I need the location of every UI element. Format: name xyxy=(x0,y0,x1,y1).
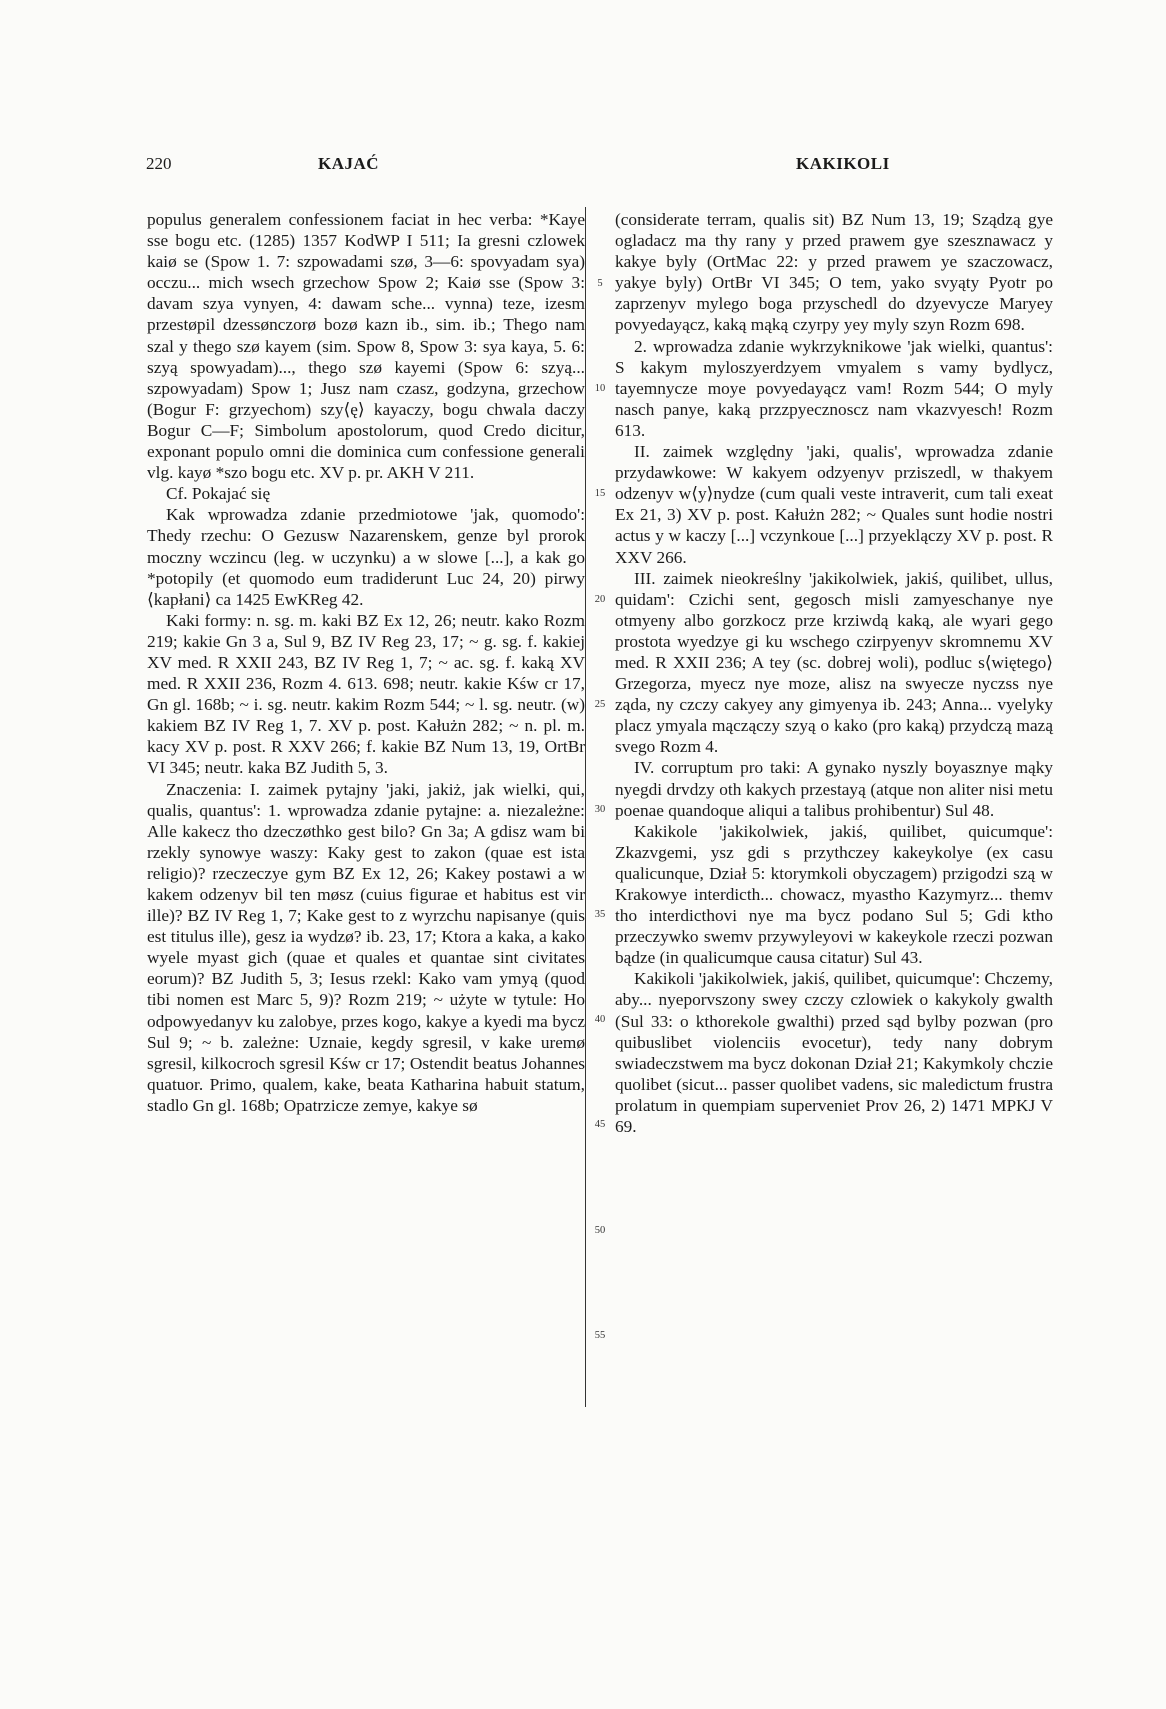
line-number: 15 xyxy=(594,488,606,499)
right-column xyxy=(615,209,1053,1137)
entry-kaki-forms: Kaki formy: n. sg. m. kaki BZ Ex 12, 26; neutr. kako Rozm 219; kakie Gn 3 a, Sul 9, BZ IV Reg 23, 17; ~ g. sg. f. kakiej XV med. R XXII 243, BZ IV Reg 1, 7; ~ ac. sg. f. kaką XV med. R XXII 236, Rozm 4. 613. 698; neutr. kakie Kśw cr 17, Gn gl. 168b; ~ i. sg. neutr. kakim Rozm 544; ~ l. sg. neutr. (w) kakiem BZ IV Reg 1, 7. XV p. post. Kałużn 282; ~ n. pl. m. kacy XV p. post. R XXV 266; f. kakie BZ Num 13, 19, OrtBr VI 345; neutr. kaka BZ Judith 5, 3. xyxy=(147,610,585,778)
entry-kaki-sense-IV: IV. corruptum pro taki: A gynako nyszly boyasznye mąky nyegdi drvdzy oth kakych przestayą (atque non aliter nisi metu poenae quandoque aliqui a talibus prohibentur) Sul 48. xyxy=(615,758,1053,820)
entry-kakikoli: Kakikoli 'jakikolwiek, jakiś, quilibet, quicumque': Chczemy, aby... nyeporvszony swey czczy czlowiek o kakykoly gwalth (Sul 33: o kthorekole gwalthi) przed sąd bylby pozwan (pro quibuslibet violenciis evocetur), tedy nany dobrym swiadeczstwem ma bycz dokonan Dział 21; Kakymkoly chczie quolibet (sicut... passer quolibet vadens, sic maledictum frustra prolatum in quempiam superveniet Prov 26, 2) 1471 MPKJ V 69. xyxy=(615,969,1053,1137)
running-header xyxy=(0,154,1166,178)
entry-kaki-sense-III: III. zaimek nieokreślny 'jakikolwiek, jakiś, quilibet, ullus, quidam': Czichi sent, gegosch misli zamyeschanye nye otmyeny albo gorzkocz prze krziwdą kaką, ale wyari gego prostota wyedzye gi ku wschego czirpyenyv skromnemu XV med. R XXII 236; A tey (sc. dobrej woli), podluc s⟨więtego⟩ Grzegorza, myecz nye moze, alisz na swyecze nyczss nye ząda, ny czczy cakyey any gimyenya ib. 243; Anna... vyelyky placz ymyala mączączy szyą o kako (pro kaką) przydczą mazą svego Rozm 4. xyxy=(615,568,1053,757)
line-number: 50 xyxy=(594,1225,606,1236)
line-number: 5 xyxy=(597,278,603,289)
entry-kaki-sense-2: 2. wprowadza zdanie wykrzyknikowe 'jak wielki, quantus': S kakym myloszyerdzyem vmyalem s vamy bydlycz, tayemnycze moye povyedayącz vam! Rozm 544; O myly nasch panye, kaką przzpyecznoscz nam vkazvyesch! Rozm 613. xyxy=(615,336,1053,440)
entry-kaki-continued: (considerate terram, qualis sit) BZ Num 13, 19; Sządzą gye ogladacz ma thy rany y przed prawem gye szesznawacz y kakye byly (OrtMac 22: y przed prawem ye szaczowacz, yakye byly) OrtBr VI 345; O tem, yako svyąty Pyotr po zaprzenyv mylego boga przyschedl do dzyevycze Maryey povyedayącz, kaką mąką czyrpy yey myly szyn Rozm 698. xyxy=(615,210,1053,335)
column-divider xyxy=(585,207,586,1407)
headword-right: KAKIKOLI xyxy=(796,154,890,173)
cross-reference: Cf. Pokajać się xyxy=(166,484,271,504)
line-number: 45 xyxy=(594,1119,606,1130)
line-number: 35 xyxy=(594,909,606,920)
entry-kaki-sense-II: II. zaimek względny 'jaki, qualis', wprowadza zdanie przydawkowe: W kakyem odzyenyv prziszedl, w thakyem odzenyv w⟨y⟩nydze (cum quali veste intraverit, cum tali exeat Ex 21, 3) XV p. post. Kałużn 282; ~ Quales sunt hodie nostri actus y w kaczy [...] vczynkoue [...] przyeklączy XV p. post. R XXV 266. xyxy=(615,442,1053,567)
line-number: 20 xyxy=(594,594,606,605)
entry-kajac-citations: populus generalem confessionem faciat in hec verba: *Kaye sse bogu etc. (1285) 1357 KodWP I 511; Ia gresni czlowek kaiø se (Spow 1. 7: szpowadami szø, 3—6: spovyadam sya) occzu... mich wsech grzechow Spow 2; Kaiø sse (Spow 3: davam szya vynyen, 4: dawam sche... vynna) teze, izesm przestøpil dzessønczorø bozø kazn ib., sim. ib.; Thego nam szal y thego szø kayem (sim. Spow 8, Spow 3: sya kaya, 5. 6: szyą spowyadam)..., thego szø kayemi (Spow 6: szyą... szpowyadam) Spow 1; Jusz nam czasz, godzyna, grzechow (Bogur F: grzyechom) szy⟨ę⟩ kayaczy, bogu chwala daczy Bogur C—F; Simbolum apostolorum, quod Credo dicitur, exponant populo omni die dominica cum confessione generali vlg. kayø *szo bogu etc. XV p. pr. AKH V 211. xyxy=(147,210,585,483)
headword-left: KAJAĆ xyxy=(318,154,380,173)
line-number: 10 xyxy=(594,383,606,394)
line-number: 40 xyxy=(594,1014,606,1025)
line-number: 25 xyxy=(594,699,606,710)
entry-kak: Kak wprowadza zdanie przedmiotowe 'jak, quomodo': Thedy rzechu: O Gezusw Nazarenskem, genze byl prorok moczny wczincu (leg. w uczynku) a w slowe [...], a kak go *potopily (et quomodo eum tradiderunt Luc 24, 20) pirwy ⟨kapłani⟩ ca 1425 EwKReg 42. xyxy=(147,505,585,609)
left-column xyxy=(147,209,585,1116)
entry-kaki-meanings: Znaczenia: I. zaimek pytajny 'jaki, jakiż, jak wielki, qui, qualis, quantus': 1. wprowadza zdanie pytajne: a. niezależne: Alle kakecz tho dzeczøthko gest bilo? Gn 3a; A gdisz wam bi rzekly synowye waszy: Kaky gest to zakon (quae est ista religio)? rzeczeczye gym BZ Ex 12, 26; Kakey postawi a w kakem odzenyv bil ten møsz (cuius figurae et habitus est vir ille)? BZ IV Reg 1, 7; Kake gest to z wyrzchu napisanye (quis est titulus ille), gesz ia wydzø? ib. 23, 17; Ktora a kaka, a kako wyele myast gich (quae et quales et quantae sint civitates eorum)? BZ Judith 5, 3; Iesus rzekl: Kako vam ymyą (quod tibi nomen est Marc 5, 9)? Rozm 219; ~ użyte w tytule: Ho odpowyedanyv ku zalobye, przes kogo, kakye a kyedi ma bycz Sul 9; ~ b. zależne: Uznaie, kegdy sgresil, v kake uremø sgresil, kilkocroch sgresil Kśw cr 17; Ostendit beatus Johannes quatuor. Primo, qualem, kake, beata Katharina habuit statum, stadlo Gn gl. 168b; Opatrzicze zemye, kakye sø xyxy=(147,779,585,1115)
line-number: 30 xyxy=(594,804,606,815)
entry-kakikole: Kakikole 'jakikolwiek, jakiś, quilibet, quicumque': Zkazvgemi, ysz gdi s przythczey kakeykolye (ex casu qualicunque, Dział 5: ktorymkoli obyczagem) przigodzi szą w Krakowye interdicth... chowacz, myastho Kazymyrz... themv tho interdicthovi nye ma bycz podano Sul 5; Gdi ktho przeczywko swemv przywyleyovi w kakeykole rzeczi pozwan bądze (in qualicumque causa citatur) Sul 43. xyxy=(615,821,1053,968)
page-number: 220 xyxy=(146,154,172,173)
line-numbers xyxy=(589,0,613,1709)
line-number: 55 xyxy=(594,1330,606,1341)
